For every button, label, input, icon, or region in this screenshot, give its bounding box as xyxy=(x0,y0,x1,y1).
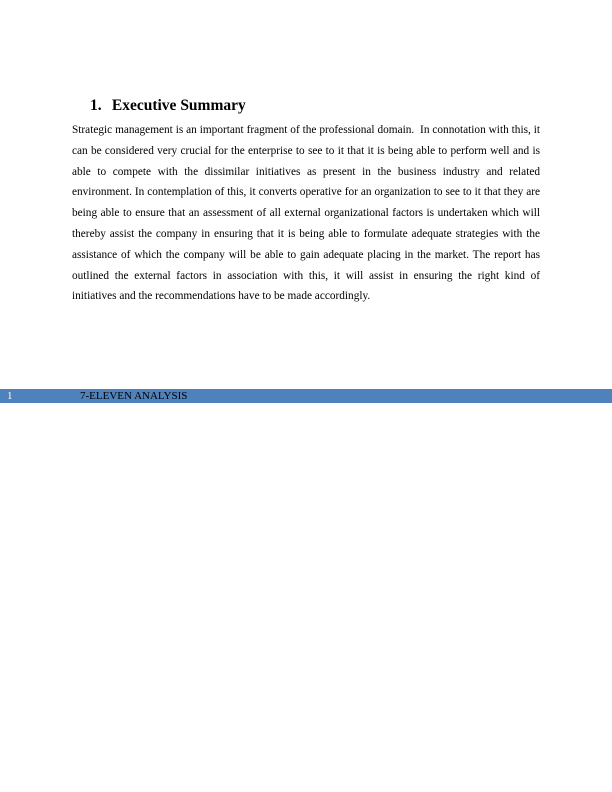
page-footer-bar xyxy=(0,389,612,403)
section-heading xyxy=(90,96,246,116)
section-number: 1. xyxy=(90,97,102,114)
page-number: 1 xyxy=(7,390,13,402)
footer-title: 7-ELEVEN ANALYSIS xyxy=(80,390,188,402)
section-title: Executive Summary xyxy=(111,97,246,114)
executive-summary-paragraph: Strategic management is an important fragment of the professional domain. In connotation with this, it can be considered very crucial for the enterprise to see to it that it is being able to perform well and is able to compete with the dissimilar initiatives as present in the business industry and related environment. In contemplation of this, it converts operative for an organization to see to it that they are being able to ensure that an assessment of all external organizational factors is undertaken which will thereby assist the company in ensuring that it is being able to formulate adequate strategies with the assistance of which the company will be able to gain adequate placing in the market. The report has outlined the external factors in association with this, it will assist in ensuring the right kind of initiatives and the recommendations have to be made accordingly. xyxy=(72,124,540,303)
